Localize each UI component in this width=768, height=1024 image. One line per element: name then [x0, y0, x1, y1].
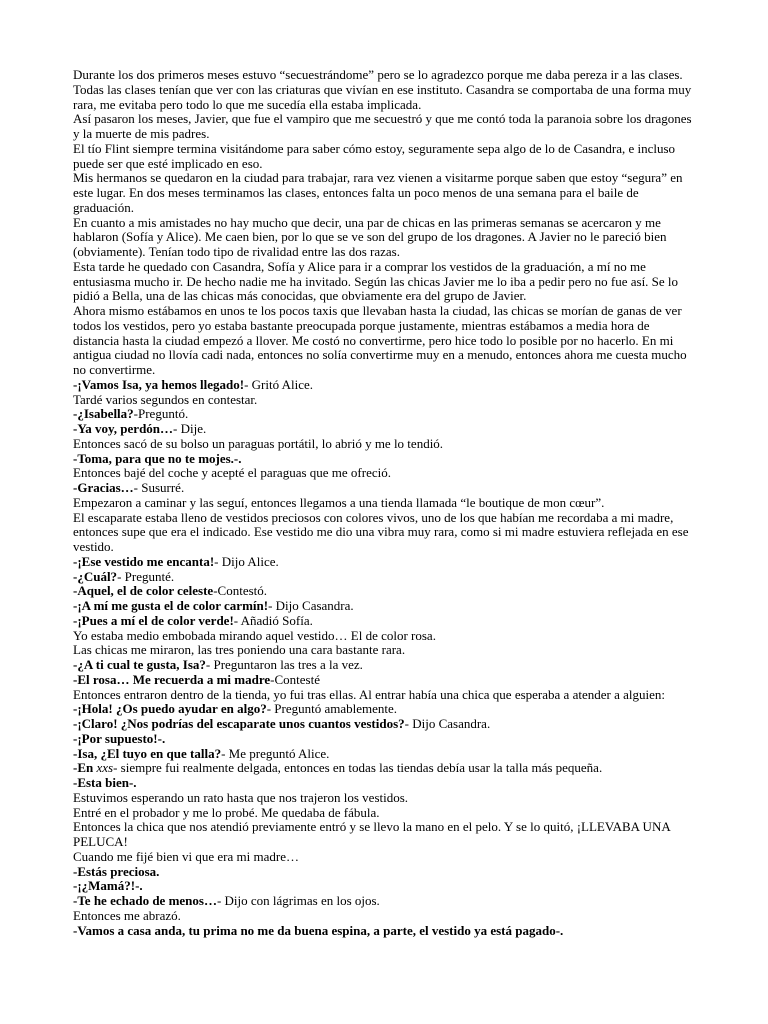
text-run: Entonces bajé del coche y acepté el paraguas que me ofreció.: [73, 465, 391, 481]
text-run: -Contestó.: [213, 583, 268, 599]
text-run: - Añadió Sofía.: [233, 612, 313, 628]
italic-text: xxs: [96, 760, 114, 776]
text-run: -Preguntó.: [133, 406, 189, 422]
paragraph: [73, 673, 698, 688]
paragraph: [73, 747, 698, 762]
dialogue-text: -El rosa… Me recuerda a mi madre: [73, 671, 271, 687]
text-run: En cuanto a mis amistades no hay mucho que decir, una par de chicas en las primeras semanas se acercaron y me hablaron (Sofía y Alice). Me caen bien, por lo que se ve son del grupo de los dragones. A Javier no le pareció bien (obviamente). Tenían todo tipo de rivalidad entre las dos razas.: [73, 214, 667, 259]
text-run: Entré en el probador y me lo probé. Me quedaba de fábula.: [73, 804, 380, 820]
text-run: Mis hermanos se quedaron en la ciudad para trabajar, rara vez vienen a visitarme porque saben que estoy “segura” en este lugar. En dos meses terminamos las clases, entonces falta un poco menos de una semana para el baile de graduación.: [73, 170, 683, 215]
dialogue-text: -¿Isabella?: [73, 406, 134, 422]
text-run: Entonces sacó de su bolso un paraguas portátil, lo abrió y me lo tendió.: [73, 435, 444, 451]
paragraph: [73, 865, 698, 880]
paragraph: [73, 732, 698, 747]
text-run: Cuando me fijé bien vi que era mi madre…: [73, 848, 299, 864]
text-run: -Contesté: [270, 671, 320, 687]
dialogue-text: -¡Pues a mí el de color verde!: [73, 612, 234, 628]
paragraph: [73, 68, 698, 112]
dialogue-text: -¡Por supuesto!-.: [73, 730, 166, 746]
paragraph: [73, 850, 698, 865]
dialogue-text: -¡A mí me gusta el de color carmín!: [73, 598, 269, 613]
paragraph: [73, 702, 698, 717]
document-body: [73, 68, 698, 938]
paragraph: [73, 570, 698, 585]
paragraph: [73, 614, 698, 629]
text-run: - Preguntaron las tres a la vez.: [205, 657, 363, 672]
paragraph: [73, 658, 698, 673]
text-run: Entonces entraron dentro de la tienda, yo fui tras ellas. Al entrar había una chica que esperaba a atender a alguien:: [73, 686, 665, 702]
text-run: - Me preguntó Alice.: [221, 745, 330, 761]
text-run: - Dijo Casandra.: [268, 598, 354, 613]
paragraph: [73, 216, 698, 260]
text-run: Esta tarde he quedado con Casandra, Sofía y Alice para ir a comprar los vestidos de la graduación, a mí no me entusiasma mucho ir. De hecho nadie me ha invitado. Según las chicas Javier me lo iba a pedir pero no fue así. Se lo pidió a Bella, una de las chicas más conocidas, que obviamente era del grupo de Javier.: [73, 258, 679, 304]
paragraph: [73, 806, 698, 821]
text-run: - siempre fui realmente delgada, entonces en todas las tiendas debía usar la talla más pequeña.: [113, 760, 603, 776]
dialogue-text: -Te he echado de menos…: [73, 893, 217, 908]
dialogue-text: -¡Hola! ¿Os puedo ayudar en algo?: [73, 701, 267, 717]
paragraph: [73, 791, 698, 806]
dialogue-text: -Toma, para que no te mojes.-.: [73, 450, 242, 466]
paragraph: [73, 717, 698, 732]
paragraph: [73, 407, 698, 422]
paragraph: [73, 171, 698, 215]
dialogue-text: -Vamos a casa anda, tu prima no me da buena espina, a parte, el vestido ya está pagado-.: [73, 922, 564, 938]
text-run: Yo estaba medio embobada mirando aquel vestido… El de color rosa.: [73, 627, 436, 643]
text-run: Ahora mismo estábamos en unos te los pocos taxis que llevaban hasta la ciudad, las chicas se morían de ganas de ver todos los vestidos, pero yo estaba bastante preocupada porque justamente, mientras estábamos a media hora de distancia hasta la ciudad empezó a llover. Me costó no convertirme, pero hice todo lo posible por no hacerlo. En mi antigua ciudad no llovía cadi nada, entonces no solía convertirme muy en a menudo, entonces ahora me cuesta mucho no convertirme.: [73, 303, 687, 377]
dialogue-text: -Estás preciosa.: [73, 863, 160, 879]
dialogue-text: -¡Vamos Isa, ya hemos llegado!: [73, 376, 245, 392]
text-run: - Dijo Casandra.: [404, 716, 491, 731]
text-run: - Pregunté.: [117, 568, 175, 584]
paragraph: [73, 761, 698, 776]
text-run: - Dije.: [173, 421, 207, 436]
paragraph: [73, 599, 698, 614]
dialogue-text: -¡Ese vestido me encanta!: [73, 553, 215, 569]
text-run: Estuvimos esperando un rato hasta que nos trajeron los vestidos.: [73, 789, 409, 805]
paragraph: [73, 452, 698, 467]
dialogue-text: -Gracias…: [73, 480, 134, 495]
dialogue-text: -¿A ti cual te gusta, Isa?: [73, 657, 206, 672]
paragraph: [73, 584, 698, 599]
paragraph: [73, 437, 698, 452]
paragraph: [73, 112, 698, 142]
text-run: - Dijo Alice.: [214, 553, 279, 569]
dialogue-text: -Esta bien-.: [73, 775, 137, 790]
paragraph: [73, 142, 698, 172]
paragraph: [73, 555, 698, 570]
paragraph: [73, 511, 698, 555]
paragraph: [73, 393, 698, 408]
text-run: - Preguntó amablemente.: [266, 701, 398, 717]
paragraph: [73, 909, 698, 924]
paragraph: [73, 422, 698, 437]
text-run: - Susurré.: [133, 480, 185, 495]
paragraph: [73, 304, 698, 378]
text-run: Empezaron a caminar y las seguí, entonces llegamos a una tienda llamada “le boutique de mon cœur”.: [73, 494, 605, 510]
paragraph: [73, 260, 698, 304]
paragraph: [73, 466, 698, 481]
text-run: - Dijo con lágrimas en los ojos.: [216, 893, 380, 908]
paragraph: [73, 496, 698, 511]
paragraph: [73, 879, 698, 894]
paragraph: [73, 481, 698, 496]
paragraph: [73, 688, 698, 703]
text-run: El tío Flint siempre termina visitándome para saber cómo estoy, seguramente sepa algo de lo de Casandra, e incluso puede ser que esté implicado en eso.: [73, 140, 676, 171]
paragraph: [73, 643, 698, 658]
paragraph: [73, 924, 698, 939]
dialogue-text: -En: [73, 760, 97, 776]
dialogue-text: -¿Cuál?: [73, 568, 118, 584]
dialogue-text: -¡Claro! ¿Nos podrías del escaparate unos cuantos vestidos?: [73, 716, 405, 731]
text-run: - Gritó Alice.: [244, 376, 314, 392]
text-run: Entonces me abrazó.: [73, 907, 181, 923]
dialogue-text: -¡¿Mamá?!-.: [73, 878, 143, 894]
text-run: Durante los dos primeros meses estuvo “secuestrándome” pero se lo agradezco porque me daba pereza ir a las clases. Todas las clases tenían que ver con las criaturas que vivían en ese instituto. Casandra se comportaba de una forma muy rara, me evitaba pero todo lo que me sucedía ella estaba implicada.: [73, 67, 692, 112]
text-run: El escaparate estaba lleno de vestidos preciosos con colores vivos, uno de los que habían me recordaba a mi madre, entonces supe que era el indicado. Ese vestido me dio una vibra muy rara, como si mi madre estuviera reflejada en ese vestido.: [73, 509, 689, 554]
paragraph: [73, 629, 698, 644]
dialogue-text: -Ya voy, perdón…: [73, 421, 174, 436]
paragraph: [73, 378, 698, 393]
dialogue-text: -Aquel, el de color celeste: [73, 583, 214, 599]
text-run: Tardé varios segundos en contestar.: [73, 391, 258, 407]
dialogue-text: -Isa, ¿El tuyo en que talla?: [73, 745, 222, 761]
paragraph: [73, 820, 698, 850]
paragraph: [73, 894, 698, 909]
text-run: Las chicas me miraron, las tres poniendo una cara bastante rara.: [73, 642, 406, 658]
text-run: Así pasaron los meses, Javier, que fue el vampiro que me secuestró y que me contó toda la paranoia sobre los dragones y la muerte de mis padres.: [73, 111, 692, 141]
paragraph: [73, 776, 698, 791]
text-run: Entonces la chica que nos atendió previamente entró y se llevo la mano en el pelo. Y se lo quitó, ¡LLEVABA UNA PELUCA!: [73, 819, 671, 849]
